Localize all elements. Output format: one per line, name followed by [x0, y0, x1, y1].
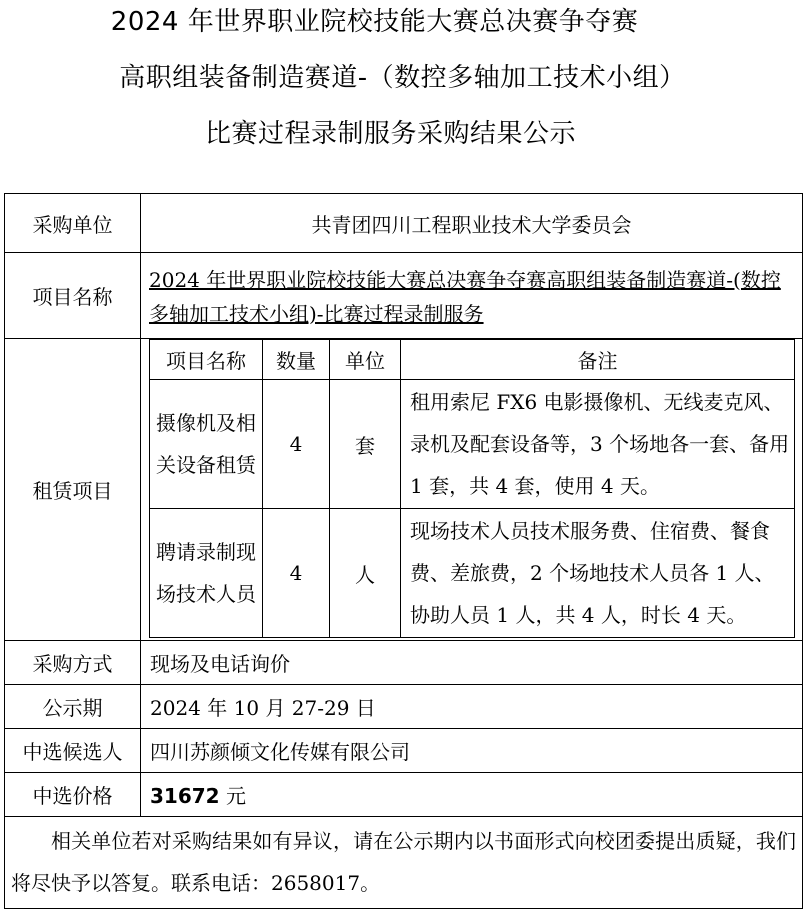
candidate-row: [5, 729, 803, 773]
header-item-name: 项目名称: [150, 340, 263, 380]
item-unit: 人: [330, 509, 401, 638]
item-unit: 套: [330, 380, 401, 509]
rental-label: 租赁项目: [5, 339, 141, 641]
rental-header-row: [150, 340, 795, 380]
procurement-table: [4, 193, 803, 909]
method-label: 采购方式: [5, 641, 141, 685]
item-remark: 租用索尼 FX6 电影摄像机、无线麦克风、录机及配套设备等，3 个场地各一套、备用 1 套，共 4 套，使用 4 天。: [401, 380, 795, 509]
title-line-2: 高职组装备制造赛道-（数控多轴加工技术小组）: [119, 63, 686, 93]
footer-row: [5, 817, 803, 909]
header-unit: 单位: [330, 340, 401, 380]
period-label: 公示期: [5, 685, 141, 729]
item-name: 摄像机及相关设备租赁: [150, 380, 263, 509]
rental-item-row: [150, 380, 795, 509]
title-line-1: 2024 年世界职业院校技能大赛总决赛争夺赛: [110, 7, 639, 37]
item-quantity: 4: [263, 509, 330, 638]
period-value: 2024 年 10 月 27-29 日: [141, 685, 803, 729]
item-remark: 现场技术人员技术服务费、住宿费、餐食费、差旅费，2 个场地技术人员各 1 人、协助人员 1 人，共 4 人，时长 4 天。: [401, 509, 795, 638]
method-row: [5, 641, 803, 685]
purchaser-row: [5, 194, 803, 253]
title-line-3: 比赛过程录制服务采购结果公示: [204, 119, 576, 149]
price-value: [141, 773, 803, 817]
item-quantity: 4: [263, 380, 330, 509]
header-quantity: 数量: [263, 340, 330, 380]
rental-items-table: [149, 339, 795, 638]
candidate-value: 四川苏颜倾文化传媒有限公司: [141, 729, 803, 773]
price-unit: 元: [225, 784, 246, 808]
method-value: 现场及电话询价: [141, 641, 803, 685]
header-remark: 备注: [401, 340, 795, 380]
candidate-label: 中选候选人: [5, 729, 141, 773]
period-row: [5, 685, 803, 729]
purchaser-value: 共青团四川工程职业技术大学委员会: [141, 194, 803, 253]
purchaser-label: 采购单位: [5, 194, 141, 253]
rental-row: [5, 339, 803, 641]
price-amount: 31672: [150, 784, 220, 808]
footer-note: 相关单位若对采购结果如有异议，请在公示期内以书面形式向校团委提出质疑，我们将尽快予以答复。联系电话：2658017。: [5, 817, 803, 909]
project-row: [5, 253, 803, 339]
rental-item-row: [150, 509, 795, 638]
project-value: 2024 年世界职业院校技能大赛总决赛争夺赛高职组装备制造赛道-(数控多轴加工技术小组)-比赛过程录制服务: [141, 253, 803, 339]
item-name: 聘请录制现场技术人员: [150, 509, 263, 638]
price-row: [5, 773, 803, 817]
price-label: 中选价格: [5, 773, 141, 817]
project-label: 项目名称: [5, 253, 141, 339]
